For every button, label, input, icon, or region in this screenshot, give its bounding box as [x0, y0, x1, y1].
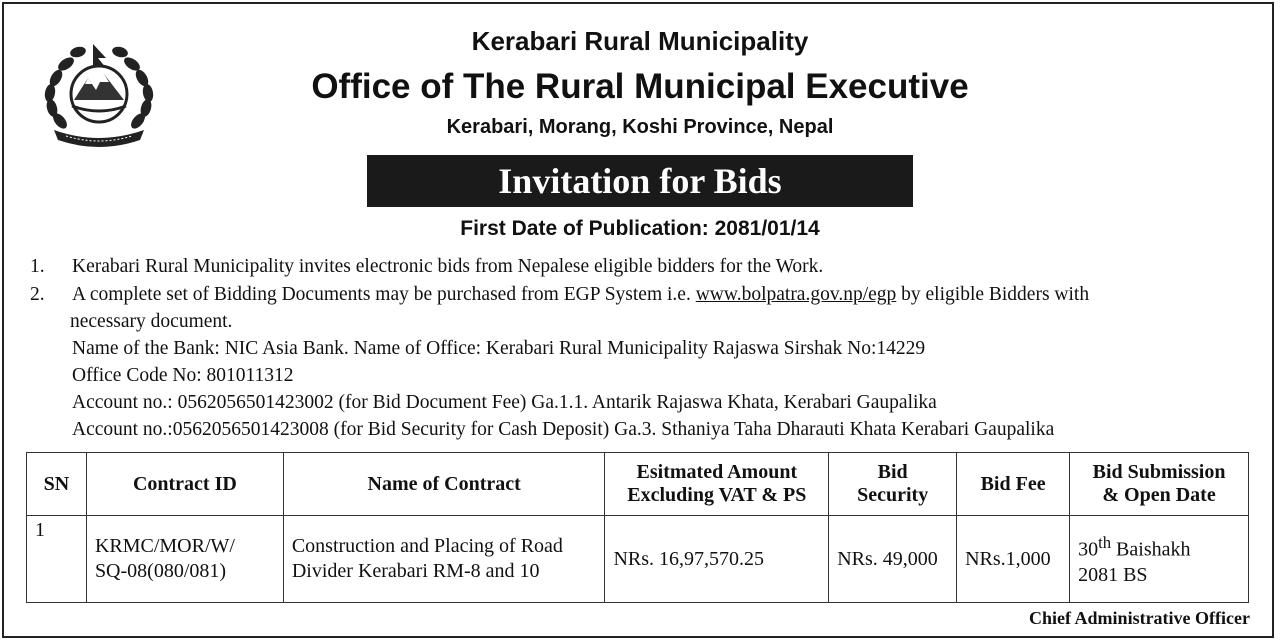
egp-link[interactable]: www.bolpatra.gov.np/egp [695, 284, 897, 305]
header-contract-id: Contract ID [86, 453, 283, 516]
table-row [27, 516, 1249, 603]
municipality-name: Kerabari Rural Municipality [471, 26, 809, 56]
item-text-continued: necessary document. [70, 311, 233, 332]
signatory-title: Chief Administrative Officer [1029, 608, 1250, 628]
item-text: Kerabari Rural Municipality invites electronic bids from Nepalese eligible bidders for the Work. [72, 256, 824, 277]
cell-estimated-amount: NRs. 16,97,570.25 [605, 516, 829, 603]
item-number: 1. [30, 256, 45, 277]
header-bid-security: Bid Security [829, 453, 957, 516]
office-code-line: Office Code No: 801011312 [72, 365, 294, 386]
publication-date: First Date of Publication: 2081/01/14 [460, 217, 820, 240]
header-sn: SN [27, 453, 87, 516]
cell-sn: 1 [27, 516, 87, 603]
table-header-row [27, 453, 1249, 516]
item-number: 2. [30, 284, 45, 305]
cell-contract-id: KRMC/MOR/W/ SQ-08(080/081) [86, 516, 283, 603]
header-bid-fee: Bid Fee [957, 453, 1070, 516]
bid-table [26, 452, 1249, 603]
cell-bid-fee: NRs.1,000 [957, 516, 1070, 603]
cell-bid-security: NRs. 49,000 [829, 516, 957, 603]
item-text: A complete set of Bidding Documents may be purchased from EGP System i.e. [72, 284, 691, 305]
header-estimated-amount: Esitmated Amount Excluding VAT & PS [605, 453, 829, 516]
office-name: Office of The Rural Municipal Executive [311, 67, 969, 106]
header-submission-date: Bid Submission & Open Date [1070, 453, 1249, 516]
account-line-fee: Account no.: 0562056501423002 (for Bid Document Fee) Ga.1.1. Antarik Rajaswa Khata, Kerabari Gaupalika [72, 392, 937, 413]
item-text: by eligible Bidders with [901, 284, 1090, 305]
account-line-security: Account no.:0562056501423008 (for Bid Security for Cash Deposit) Ga.3. Sthaniya Taha Dharauti Khata Kerabari Gaupalika [72, 419, 1055, 440]
cell-contract-name: Construction and Placing of Road Divider Kerabari RM-8 and 10 [283, 516, 605, 603]
bank-name-line: Name of the Bank: NIC Asia Bank. Name of Office: Kerabari Rural Municipality Rajaswa Sirshak No:14229 [72, 338, 926, 359]
header-contract-name: Name of Contract [283, 453, 605, 516]
notice-title-banner: Invitation for Bids [367, 155, 913, 207]
office-address: Kerabari, Morang, Koshi Province, Nepal [446, 116, 834, 138]
cell-submission-date: 30th Baishakh 2081 BS [1070, 516, 1249, 603]
